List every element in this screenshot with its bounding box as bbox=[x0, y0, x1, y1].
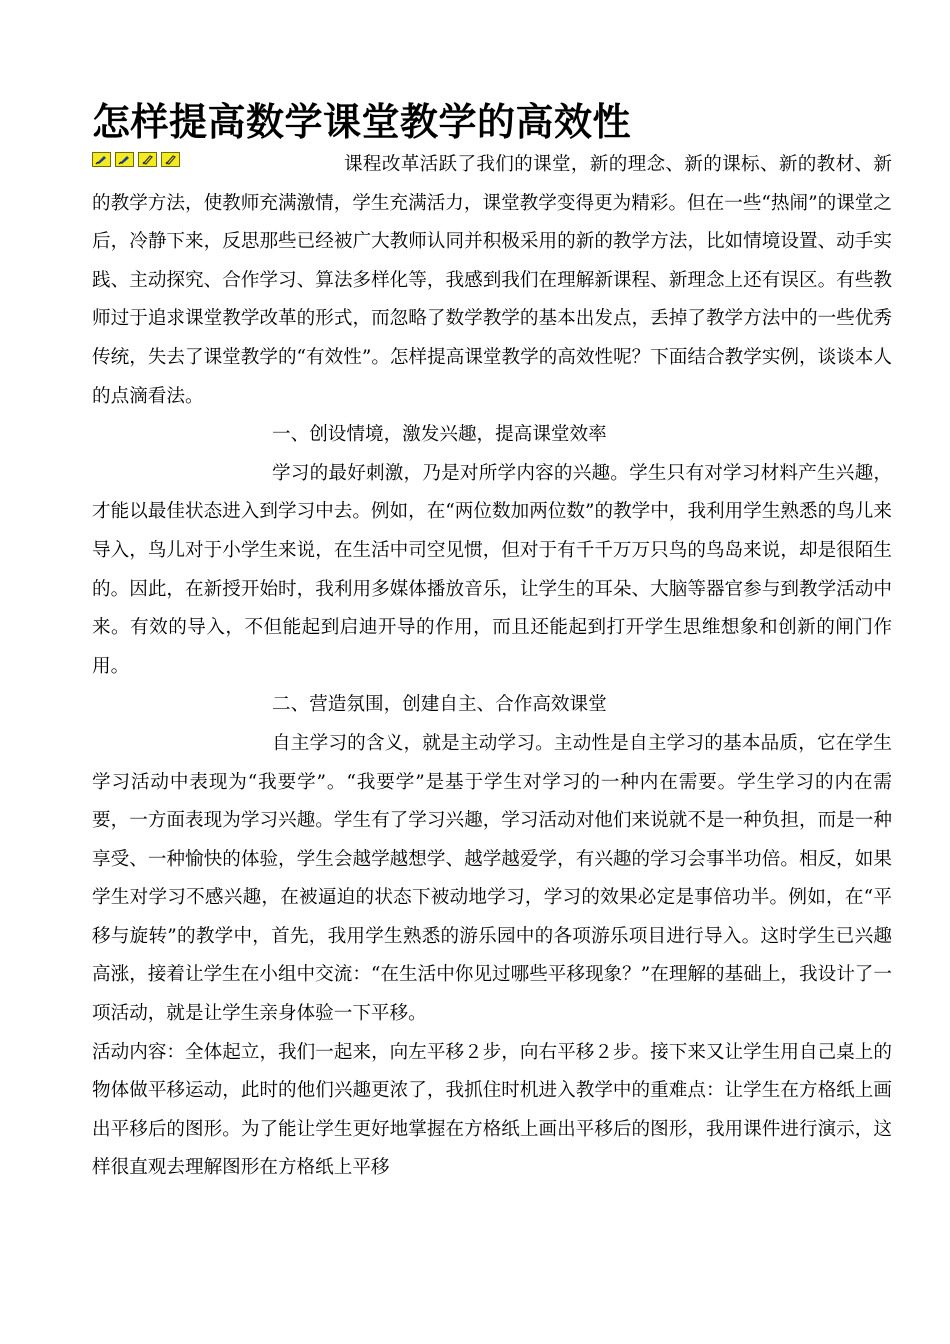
intro-paragraph: 课程改革活跃了我们的课堂，新的理念、新的课标、新的教材、新的教学方法，使教师充满激情，学生充满活力，课堂教学变得更为精彩。但在一些“热闹”的课堂之后，冷静下来，反思那些已经被广大教师认同并积极采用的新的教学方法，比如情境设置、动手实践、主动探究、合作学习、算法多样化等，我感到我们在理解新课程、新理念上还有误区。有些教师过于追求课堂教学改革的形式，而忽略了数学教学的基本出发点，丢掉了教学方法中的一些优秀传统，失去了课堂教学的“有效性”。怎样提高课堂教学的高效性呢？下面结合教学实例，谈谈本人的点滴看法。 bbox=[92, 154, 892, 407]
document-title: 怎样提高数学课堂教学的高效性 bbox=[92, 100, 632, 144]
activity-paragraph: 活动内容：全体起立，我们一起来，向左平移２步，向右平移２步。接下来又让学生用自己桌上的物体做平移运动，此时的他们兴趣更浓了，我抓住时机进入教学中的重难点：让学生在方格纸上画出平移后的图形。为了能让学生更好地掌握在方格纸上画出平移后的图形，我用课件进行演示，这样很直观去理解图形在方格纸上平移 bbox=[92, 1041, 892, 1179]
section-paragraph-2: 自主学习的含义，就是主动学习。主动性是自主学习的基本品质，它在学生学习活动中表现为“我要学”。“我要学”是基于学生对学习的一种内在需要。学生学习的内在需要，一方面表现为学习兴趣。学生有了学习兴趣，学习活动对他们来说就不是一种负担，而是一种享受、一种愉快的体验，学生会越学越想学、越学越爱学，有兴趣的学习会事半功倍。相反，如果学生对学习不感兴趣，在被逼迫的状态下被动地学习，学习的效果必定是事倍功半。例如，在“平移与旋转”的教学中，首先，我用学生熟悉的游乐园中的各项游乐项目进行导入。这时学生已兴趣高涨，接着让学生在小组中交流：“在生活中你见过哪些平移现象？”在理解的基础上，我设计了一项活动，就是让学生亲身体验一下平移。 bbox=[92, 732, 892, 1025]
section-heading-2: 二、营造氛围，创建自主、合作高效课堂 bbox=[272, 694, 607, 716]
section-paragraph-1: 学习的最好刺激，乃是对所学内容的兴趣。学生只有对学习材料产生兴趣，才能以最佳状态进入到学习中去。例如，在“两位数加两位数”的教学中，我利用学生熟悉的鸟儿来导入，鸟儿对于小学生来说，在生活中司空见惯，但对于有千千万万只鸟的鸟岛来说，却是很陌生的。因此，在新授开始时，我利用多媒体播放音乐，让学生的耳朵、大脑等器官参与到教学活动中来。有效的导入，不但能起到启迪开导的作用，而且还能起到打开学生思维想象和创新的闸门作用。 bbox=[92, 462, 892, 677]
section-heading-1: 一、创设情境，激发兴趣，提高课堂效率 bbox=[272, 424, 607, 446]
document-body bbox=[92, 146, 892, 1188]
